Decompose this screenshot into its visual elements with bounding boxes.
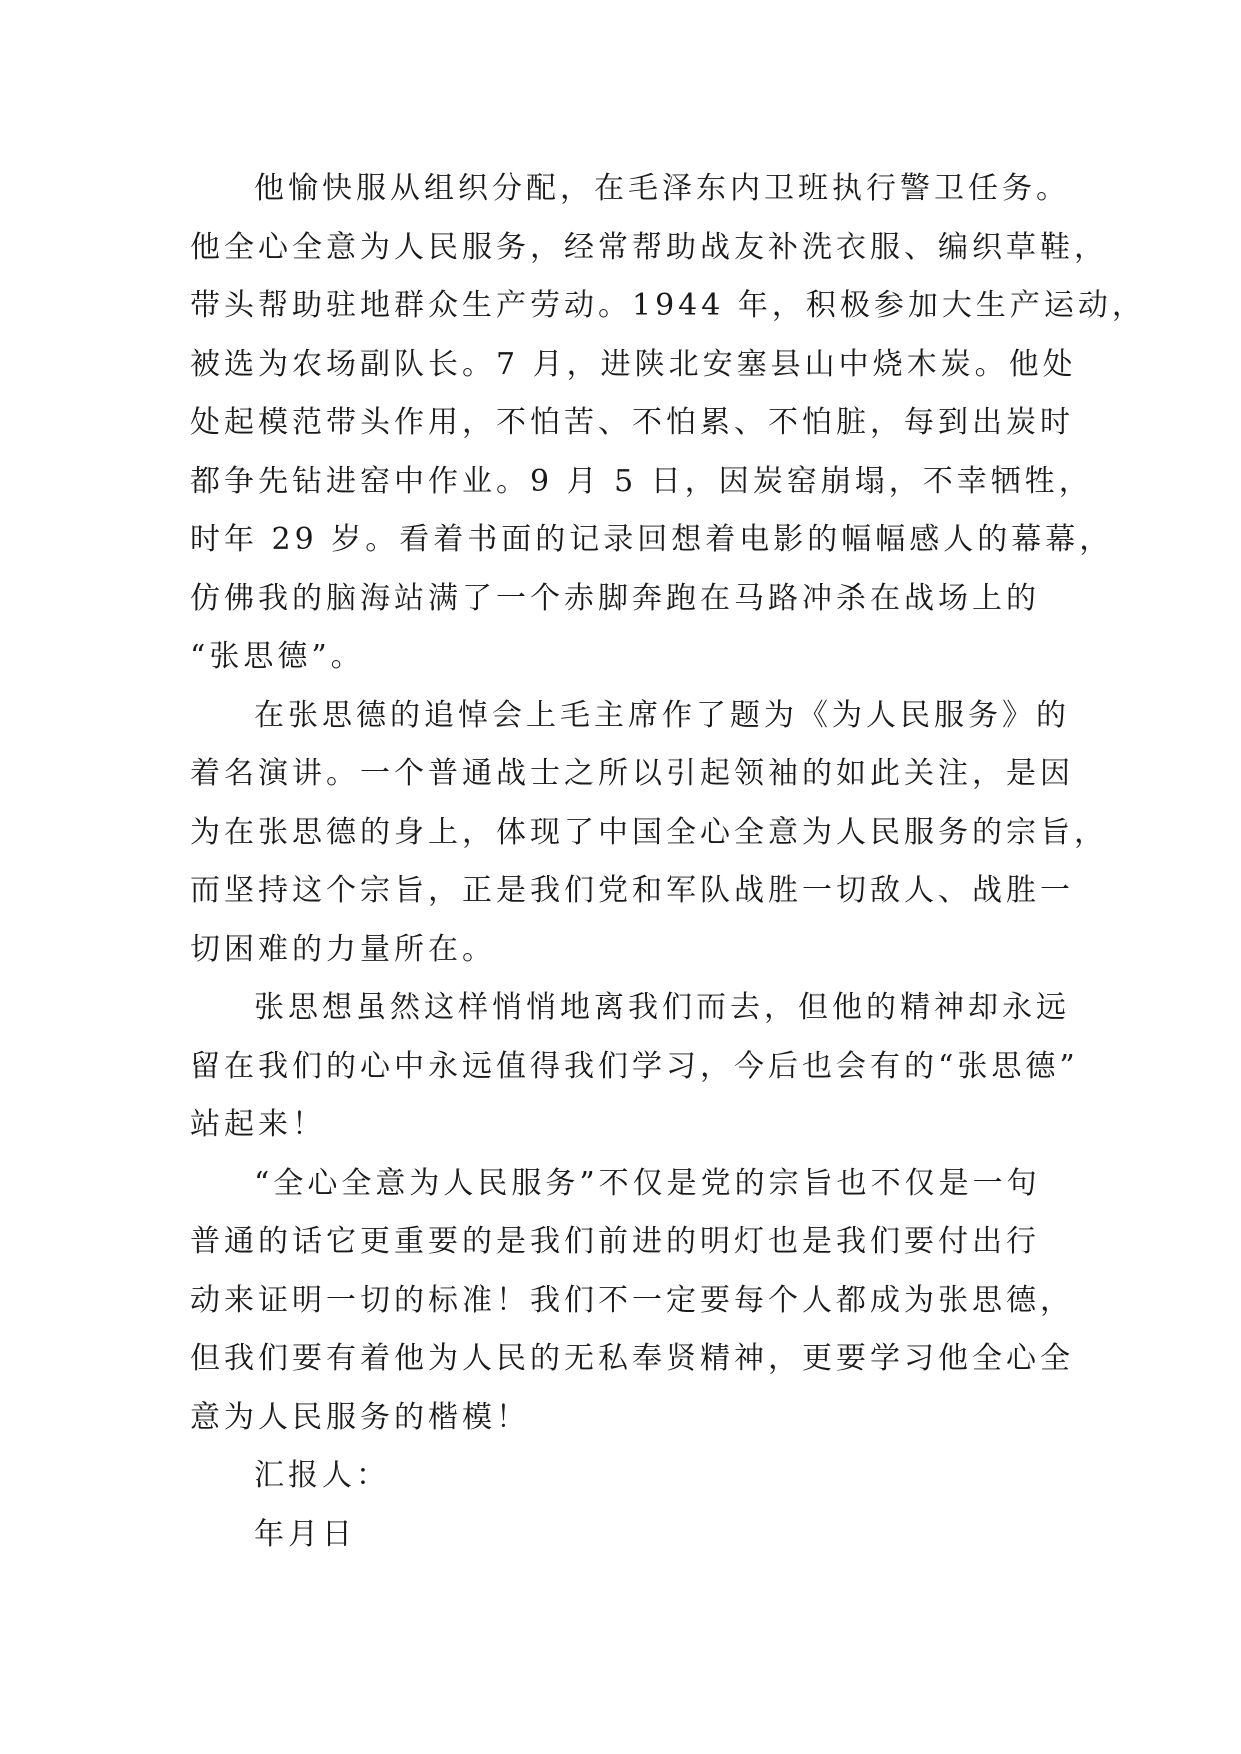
text-line: 留在我们的心中永远值得我们学习，今后也会有的“张思德” xyxy=(190,1048,1079,1084)
text-line: 都争先钻进窑中作业。9 月 5 日，因炭窑崩塌，不幸牺牲， xyxy=(190,463,1093,499)
text-line: 站起来！ xyxy=(190,1107,326,1142)
text-line: 张思想虽然这样悄悄地离我们而去，但他的精神却永远 xyxy=(254,990,1070,1025)
text-line: 意为人民服务的楷模！ xyxy=(190,1399,530,1435)
text-line: 他愉快服从组织分配，在毛泽东内卫班执行警卫任务。 xyxy=(254,171,1070,206)
text-line: 动来证明一切的标准！我们不一定要每个人都成为张思德， xyxy=(190,1282,1074,1318)
text-line: 在张思德的追悼会上毛主席作了题为《为人民服务》的 xyxy=(254,697,1070,733)
text-line: 时年 29 岁。看着书面的记录回想着电影的幅幅感人的幕幕， xyxy=(190,522,1114,557)
text-line: “全心全意为人民服务”不仅是党的宗旨也不仅是一句 xyxy=(254,1165,1041,1201)
text-line: 他全心全意为人民服务，经常帮助战友补洗衣服、编织草鞋， xyxy=(190,229,1108,265)
text-line: 但我们要有着他为人民的无私奉贤精神，更要学习他全心全 xyxy=(190,1341,1074,1376)
text-line: 着名演讲。一个普通战士之所以引起领袖的如此关注，是因 xyxy=(190,756,1074,791)
text-line: 而坚持这个宗旨，正是我们党和军队战胜一切敌人、战胜一 xyxy=(190,873,1074,908)
text-line: “张思德”。 xyxy=(190,639,365,674)
text-line: 仿佛我的脑海站满了一个赤脚奔跑在马路冲杀在战场上的 xyxy=(190,580,1040,616)
text-line: 切困难的力量所在。 xyxy=(190,931,496,967)
text-line: 处起模范带头作用，不怕苦、不怕累、不怕脏，每到出炭时 xyxy=(190,405,1074,440)
reporter-label: 汇报人： xyxy=(254,1458,390,1493)
document-body xyxy=(190,160,1146,1564)
text-line: 普通的话它更重要的是我们前进的明灯也是我们要付出行 xyxy=(190,1224,1040,1259)
text-line: 被选为农场副队长。7 月，进陕北安塞县山中烧木炭。他处 xyxy=(190,346,1077,382)
date-label: 年月日 xyxy=(254,1516,356,1552)
text-line: 带头帮助驻地群众生产劳动。1944 年，积极参加大生产运动， xyxy=(190,288,1146,323)
text-line: 为在张思德的身上，体现了中国全心全意为人民服务的宗旨， xyxy=(190,814,1108,850)
